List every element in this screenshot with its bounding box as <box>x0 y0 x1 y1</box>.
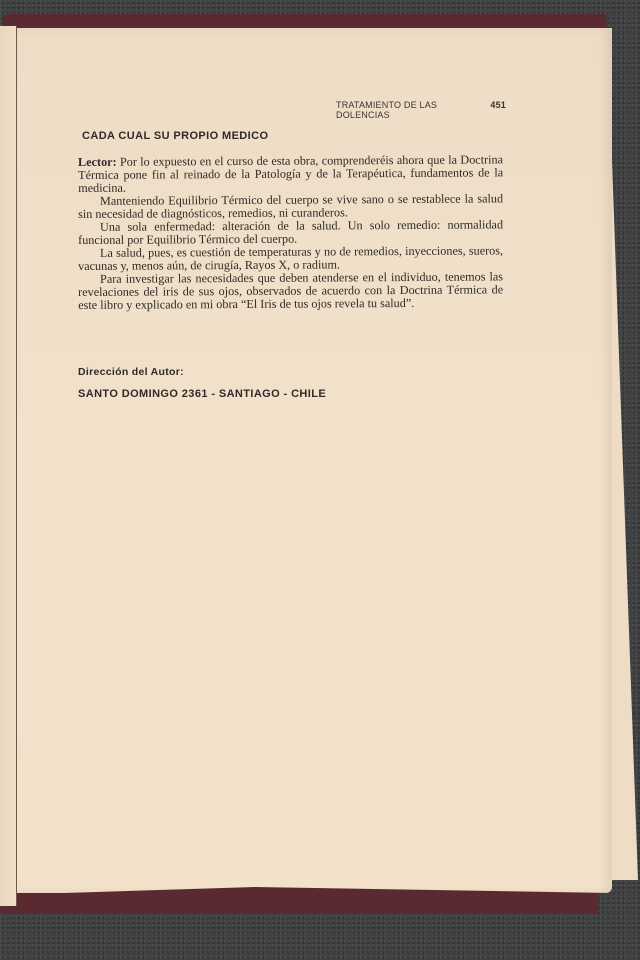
author-address-label: Dirección del Autor: <box>78 366 184 378</box>
running-header <box>336 100 506 120</box>
paragraph: La salud, pues, es cuestión de temperaturas y no de remedios, inyecciones, sueros, vacunas y, menos aún, de cirugía, Rayos X, o radium. <box>78 243 504 273</box>
paragraph: Para investigar las necesidades que deben atenderse en el individuo, tenemos las revelaciones del iris de sus ojos, observados de acuerdo con la Doctrina Térmica de este libro y explicado en mi obra “El Iris de tus ojos revela tu salud”. <box>78 269 504 312</box>
page-number: 451 <box>490 100 506 110</box>
paragraph <box>78 153 503 195</box>
section-title: CADA CUAL SU PROPIO MEDICO <box>82 130 269 142</box>
paragraph-text: Por lo expuesto en el curso de esta obra, comprenderéis ahora que la Doctrina Térmica pone fin al reinado de la Patología y de la Terapéutica, fundamentos de la medicina. <box>78 152 504 195</box>
paragraph-lead: Lector: <box>77 154 117 169</box>
left-page-edge <box>0 26 17 906</box>
running-title: TRATAMIENTO DE LAS DOLENCIAS <box>336 100 438 120</box>
page-content <box>78 130 503 312</box>
paragraph: Una sola enfermedad: alteración de la salud. Un solo remedio: normalidad funcional por Equilibrio Térmico del cuerpo. <box>78 217 504 247</box>
paragraph: Manteniendo Equilibrio Térmico del cuerpo se vive sano o se restablece la salud sin necesidad de diagnósticos, remedios, ni curanderos. <box>78 191 504 221</box>
author-address: SANTO DOMINGO 2361 - SANTIAGO - CHILE <box>78 388 327 400</box>
